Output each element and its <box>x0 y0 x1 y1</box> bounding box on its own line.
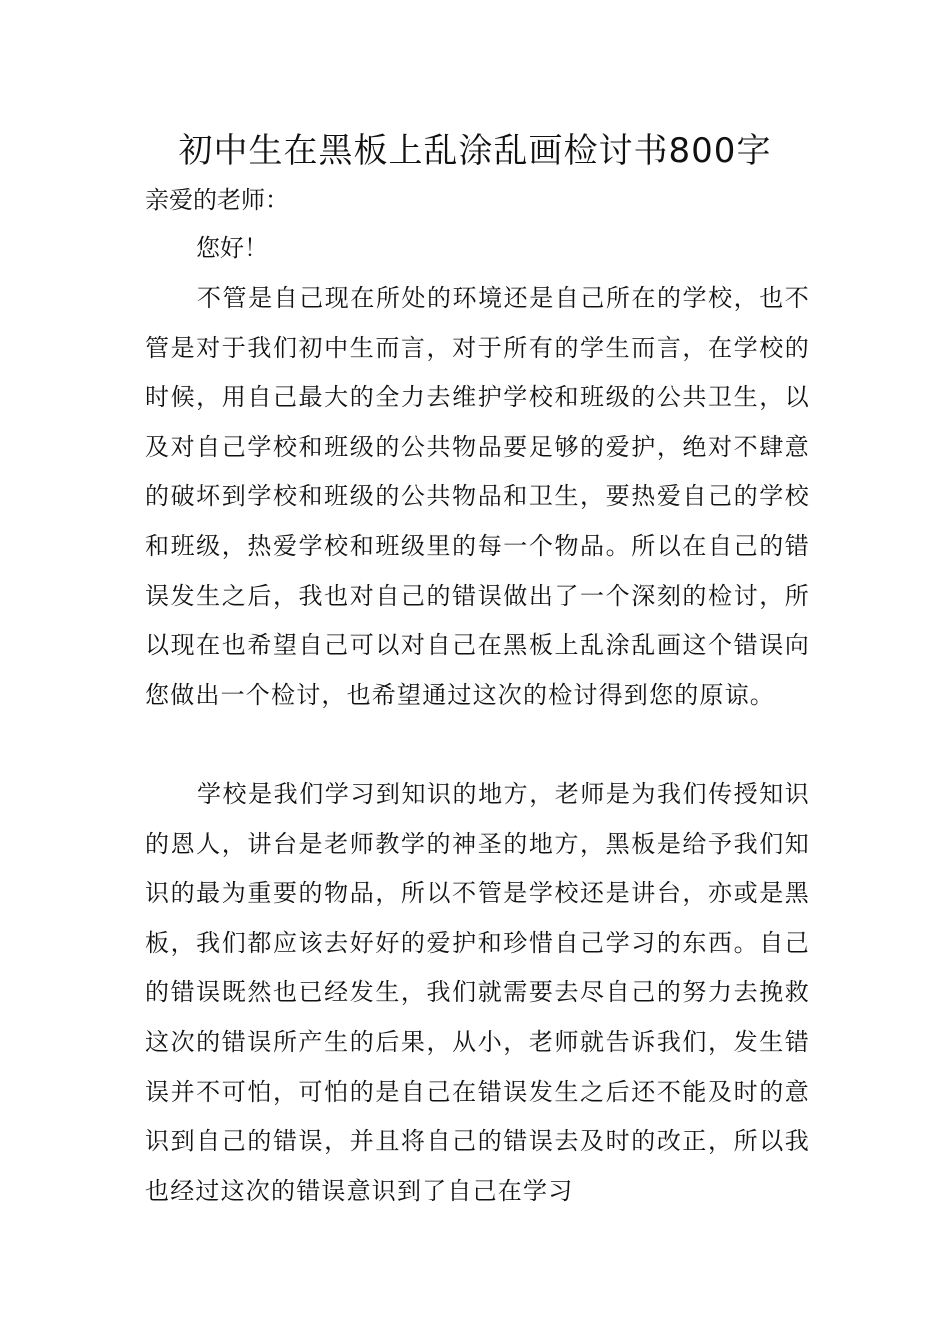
body-paragraph-1: 不管是自己现在所处的环境还是自己所在的学校，也不管是对于我们初中生而言，对于所有的学生而言，在学校的时候，用自己最大的全力去维护学校和班级的公共卫生，以及对自己学校和班级的公共物品要足够的爱护，绝对不肆意的破坏到学校和班级的公共物品和卫生，要热爱自己的学校和班级，热爱学校和班级里的每一个物品。所以在自己的错误发生之后，我也对自己的错误做出了一个深刻的检讨，所以现在也希望自己可以对自己在黑板上乱涂乱画这个错误向您做出一个检讨，也希望通过这次的检讨得到您的原谅。 <box>145 284 810 709</box>
document-title: 初中生在黑板上乱涂乱画检讨书800字 <box>178 131 772 171</box>
body-paragraph-2: 学校是我们学习到知识的地方，老师是为我们传授知识的恩人，讲台是老师教学的神圣的地方，黑板是给予我们知识的最为重要的物品，所以不管是学校还是讲台，亦或是黑板，我们都应该去好好的爱护和珍惜自己学习的东西。自己的错误既然也已经发生，我们就需要去尽自己的努力去挽救这次的错误所产生的后果，从小，老师就告诉我们，发生错误并不可怕，可怕的是自己在错误发生之后还不能及时的意识到自己的错误，并且将自己的错误去及时的改正，所以我也经过这次的错误意识到了自己在学习 <box>145 780 810 1205</box>
greeting: 您好！ <box>196 234 268 262</box>
salutation: 亲爱的老师： <box>145 186 289 214</box>
